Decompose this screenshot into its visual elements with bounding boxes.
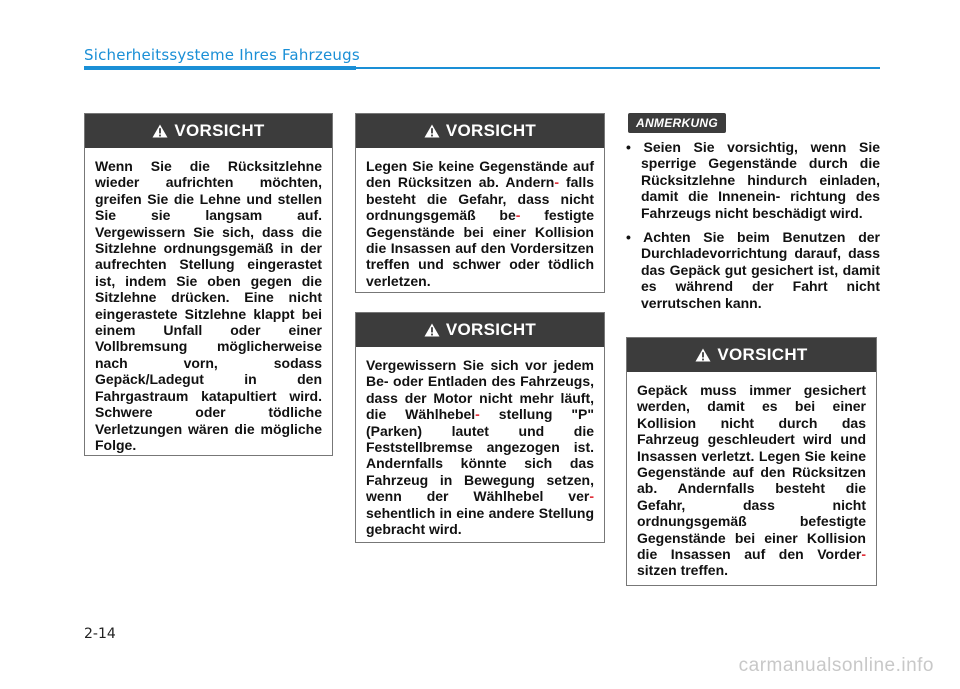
header-rule-thin: [356, 67, 880, 69]
note-list: [626, 139, 880, 319]
caution-text: Vergewissern Sie sich vor jedem Be- oder Entladen des Fahrzeugs, dass der Motor nicht mehr läuft, die Wählhebel- stellung "P" (Parken) lautet und die Feststellbremse angezogen ist. Andernfalls könnte sich das Fahrzeug in Bewegung setzen, wenn der Wählhebel ver- sehentlich in eine andere Stellung gebracht wird.: [366, 357, 594, 538]
caution-text: Gepäck muss immer gesichert werden, damit es bei einer Kollision nicht durch das Fahrzeug geschleudert wird und Insassen verletzt. Legen Sie keine Gegenstände auf den Rücksitzen ab. Andernfalls besteht die Gefahr, dass nicht ordnungsgemäß befestigte Gegenstände bei einer Kollision die Insassen auf den Vorder- sitzen treffen.: [637, 382, 866, 579]
caution-title: VORSICHT: [717, 345, 808, 364]
caution-text: Legen Sie keine Gegenstände auf den Rücksitzen ab. Andern- falls besteht die Gefahr, dass nicht ordnungsgemäß be- festigte Gegenstände bei einer Kollision die Insassen auf den Vordersitzen treffen und schwer oder tödlich verletzen.: [366, 158, 594, 289]
page-number: 2-14: [84, 626, 116, 642]
section-title: Sicherheitssysteme Ihres Fahrzeugs: [84, 46, 360, 64]
caution-header: [85, 114, 332, 148]
caution-header: [356, 114, 604, 148]
caution-box-seatback: [84, 113, 333, 456]
watermark: carmanualsonline.info: [738, 655, 934, 676]
list-item: • Seien Sie vorsichtig, wenn Sie sperrige Gegenstände durch die Rücksitzlehne hindurch einladen, damit die Innenein- richtung des Fahrzeugs nicht beschädigt wird.: [626, 139, 880, 221]
caution-title: VORSICHT: [445, 320, 537, 339]
header-rule-thick: [84, 66, 356, 70]
warning-triangle-icon: [695, 348, 711, 362]
caution-title: VORSICHT: [174, 121, 265, 140]
warning-triangle-icon: [152, 124, 168, 138]
caution-header: [627, 338, 876, 372]
caution-header: [356, 313, 604, 347]
caution-box-loading: [355, 312, 605, 543]
caution-title: VORSICHT: [445, 121, 537, 140]
warning-triangle-icon: [424, 323, 440, 337]
list-item: • Achten Sie beim Benutzen der Durchladevorrichtung darauf, dass das Gepäck gut gesichert ist, damit es während der Fahrt nicht verrutschen kann.: [626, 229, 880, 311]
warning-triangle-icon: [424, 124, 440, 138]
caution-box-luggage: [626, 337, 877, 586]
note-badge: ANMERKUNG: [628, 113, 726, 133]
caution-text: Wenn Sie die Rücksitzlehne wieder aufrichten möchten, greifen Sie die Lehne und stellen Sie sie langsam auf. Vergewissern Sie sich, dass die Sitzlehne ordnungsgemäß in der aufrechten Stellung eingerastet ist, indem Sie oben gegen die Sitzlehne drücken. Eine nicht eingerastete Sitzlehne klappt bei einem Unfall oder einer Vollbremsung möglicherweise nach vorn, sodass Gepäck/Ladegut in den Fahrgastraum katapultiert wird. Schwere oder tödliche Verletzungen wären die mögliche Folge.: [95, 158, 322, 453]
caution-box-rear-seats: [355, 113, 605, 293]
